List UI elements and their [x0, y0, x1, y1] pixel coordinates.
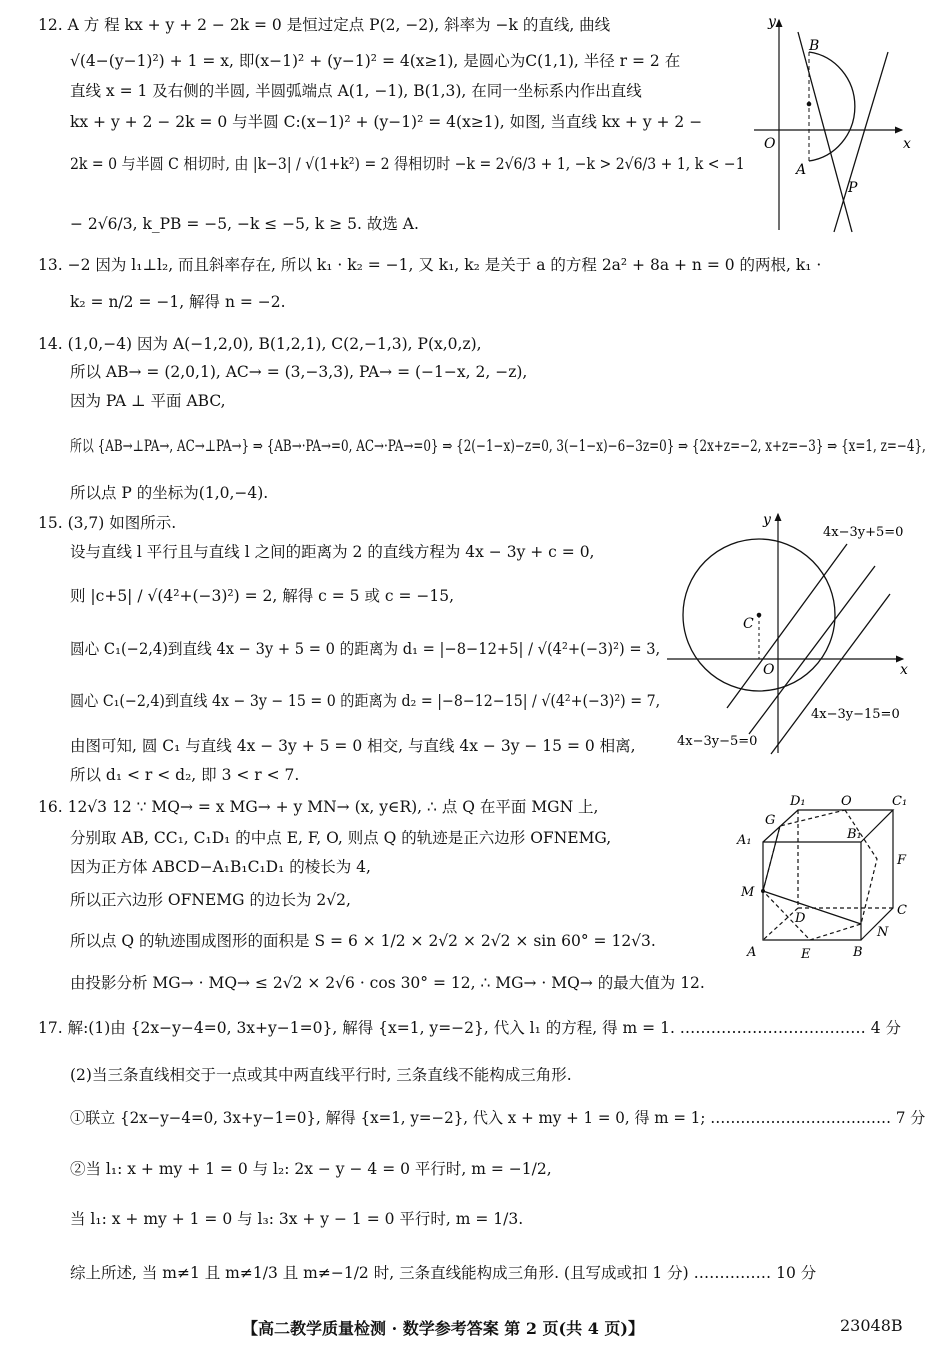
p16-line-5: 所以点 Q 的轨迹围成图形的面积是 S = 6 × 1/2 × 2√2 × 2√2 × sin 60° = 12√3. — [70, 932, 656, 950]
p15-line-7: 所以 d₁ < r < d₂, 即 3 < r < 7. — [70, 766, 300, 784]
cube-visible-edges — [763, 810, 893, 940]
p17-line-1: 17. 解:(1)由 {2x−y−4=0, 3x+y−1=0}, 解得 {x=1, y=−2}, 代入 l₁ 的方程, 得 m = 1. ……………………………… 4 分 — [38, 1019, 902, 1037]
label-f: F — [897, 853, 907, 868]
label-p: P — [848, 180, 858, 196]
p12-line-6: − 2√6/3, k_PB = −5, −k ≤ −5, k ≥ 5. 故选 A. — [70, 215, 419, 233]
p15-line-6: 由图可知, 圆 C₁ 与直线 4x − 3y + 5 = 0 相交, 与直线 4x − 3y − 15 = 0 相离, — [70, 737, 636, 755]
label-o: O — [841, 794, 852, 809]
m-dot — [761, 889, 765, 893]
figure-16-cube — [735, 790, 915, 970]
label-line-minus15: 4x−3y−15=0 — [811, 707, 900, 722]
label-line-minus5: 4x−3y−5=0 — [677, 734, 758, 749]
p12-line-3: 直线 x = 1 及右侧的半圆, 半圆弧端点 A(1, −1), B(1,3), 在同一坐标系内作出直线 — [70, 82, 642, 100]
p13-line-2: k₂ = n/2 = −1, 解得 n = −2. — [70, 293, 286, 311]
p13-line-1: 13. −2 因为 l₁⊥l₂, 而且斜率存在, 所以 k₁ · k₂ = −1, 又 k₁, k₂ 是关于 a 的方程 2a² + 8a + n = 0 的两根, k₁ · — [38, 256, 822, 274]
p16-line-4: 所以正六边形 OFNEMG 的边长为 2√2, — [70, 891, 351, 909]
label-b1: B₁ — [847, 827, 862, 842]
label-g: G — [765, 813, 776, 828]
label-c: C — [743, 616, 754, 632]
label-m: M — [741, 885, 755, 900]
label-y: y — [763, 512, 771, 528]
label-a1: A₁ — [737, 833, 752, 848]
center-dot — [807, 102, 812, 107]
p12-line-1: 12. A 方 程 kx + y + 2 − 2k = 0 是恒过定点 P(2, −2), 斜率为 −k 的直线, 曲线 — [38, 16, 611, 34]
p14-line-1: 14. (1,0,−4) 因为 A(−1,2,0), B(1,2,1), C(2,−1,3), P(x,0,z), — [38, 335, 482, 353]
label-a: A — [747, 945, 757, 960]
label-o: O — [763, 662, 775, 678]
label-x: x — [903, 136, 911, 152]
p14-line-5: 所以点 P 的坐标为(1,0,−4). — [70, 484, 269, 502]
p14-line-4: 所以 {AB→⊥PA→, AC→⊥PA→} ⇒ {AB→·PA→=0, AC→·PA→=0} ⇒ {2(−1−x)−z=0, 3(−1−x)−6−3z=0} ⇒ {2x+z=−2, x+z=−3} ⇒ {x=1, z=−4}, — [70, 437, 926, 455]
label-line-plus5: 4x−3y+5=0 — [823, 525, 904, 540]
label-b: B — [853, 945, 863, 960]
p16-line-6: 由投影分析 MG→ · MQ→ ≤ 2√2 × 2√6 · cos 30° = 12, ∴ MG→ · MQ→ 的最大值为 12. — [70, 974, 705, 992]
p12-line-5: 2k = 0 与半圆 C 相切时, 由 |k−3| / √(1+k²) = 2 得相切时 −k = 2√6/3 + 1, −k > 2√6/3 + 1, k < −1 — [70, 155, 745, 173]
p17-line-3: ①联立 {2x−y−4=0, 3x+y−1=0}, 解得 {x=1, y=−2}, 代入 x + my + 1 = 0, 得 m = 1; ……………………………… 7 分 — [70, 1109, 926, 1127]
p16-line-3: 因为正方体 ABCD−A₁B₁C₁D₁ 的棱长为 4, — [70, 858, 371, 876]
p14-line-3: 因为 PA ⊥ 平面 ABC, — [70, 392, 226, 410]
label-b: B — [809, 38, 820, 54]
p12-line-4: kx + y + 2 − 2k = 0 与半圆 C:(x−1)² + (y−1)² = 4(x≥1), 如图, 当直线 kx + y + 2 − — [70, 113, 703, 131]
p15-line-1: 15. (3,7) 如图所示. — [38, 514, 177, 532]
p12-line-2: √(4−(y−1)²) + 1 = x, 即(x−1)² + (y−1)² = 4(x≥1), 是圆心为C(1,1), 半径 r = 2 在 — [70, 52, 681, 70]
p14-line-2: 所以 AB→ = (2,0,1), AC→ = (3,−3,3), PA→ = (−1−x, 2, −z), — [70, 363, 528, 381]
p15-line-3: 则 |c+5| / √(4²+(−3)²) = 2, 解得 c = 5 或 c = −15, — [70, 587, 455, 605]
p16-line-2: 分别取 AB, CC₁, C₁D₁ 的中点 E, F, O, 则点 Q 的轨迹是正六边形 OFNEMG, — [70, 829, 612, 847]
label-c1: C₁ — [892, 794, 908, 809]
p16-line-1: 16. 12√3 12 ∵ MQ→ = x MG→ + y MN→ (x, y∈R), ∴ 点 Q 在平面 MGN 上, — [38, 798, 599, 816]
line-pb — [798, 32, 852, 232]
label-y: y — [768, 14, 776, 30]
label-a: A — [796, 162, 807, 178]
label-x: x — [900, 662, 908, 678]
figure-12-semicircle — [752, 12, 922, 234]
semicircle-arc — [809, 52, 855, 161]
label-c: C — [897, 903, 907, 918]
figure-15-circle-lines — [665, 508, 925, 758]
p15-line-4: 圆心 C₁(−2,4)到直线 4x − 3y + 5 = 0 的距离为 d₁ = |−8−12+5| / √(4²+(−3)²) = 3, — [70, 640, 661, 658]
line-minus15 — [771, 594, 890, 754]
p17-line-2: (2)当三条直线相交于一点或其中两直线平行时, 三条直线不能构成三角形. — [70, 1066, 572, 1084]
label-o: O — [764, 136, 776, 152]
label-d1: D₁ — [790, 794, 806, 809]
p15-line-2: 设与直线 l 平行且与直线 l 之间的距离为 2 的直线方程为 4x − 3y + c = 0, — [70, 543, 595, 561]
p17-line-4: ②当 l₁: x + my + 1 = 0 与 l₂: 2x − y − 4 = 0 平行时, m = −1/2, — [70, 1160, 552, 1178]
footer-code: 23048B — [840, 1316, 903, 1335]
footer-title: 【高二教学质量检测 · 数学参考答案 第 2 页(共 4 页)】 — [242, 1319, 644, 1338]
label-n: N — [877, 925, 889, 940]
label-e: E — [801, 947, 811, 962]
label-d: D — [795, 911, 806, 926]
p17-line-5: 当 l₁: x + my + 1 = 0 与 l₃: 3x + y − 1 = 0 平行时, m = 1/3. — [70, 1210, 524, 1228]
p15-line-5: 圆心 C₁(−2,4)到直线 4x − 3y − 15 = 0 的距离为 d₂ = |−8−12−15| / √(4²+(−3)²) = 7, — [70, 692, 661, 710]
p17-line-6: 综上所述, 当 m≠1 且 m≠1/3 且 m≠−1/2 时, 三条直线能构成三角形. (且写成或扣 1 分) …………… 10 分 — [70, 1264, 817, 1282]
